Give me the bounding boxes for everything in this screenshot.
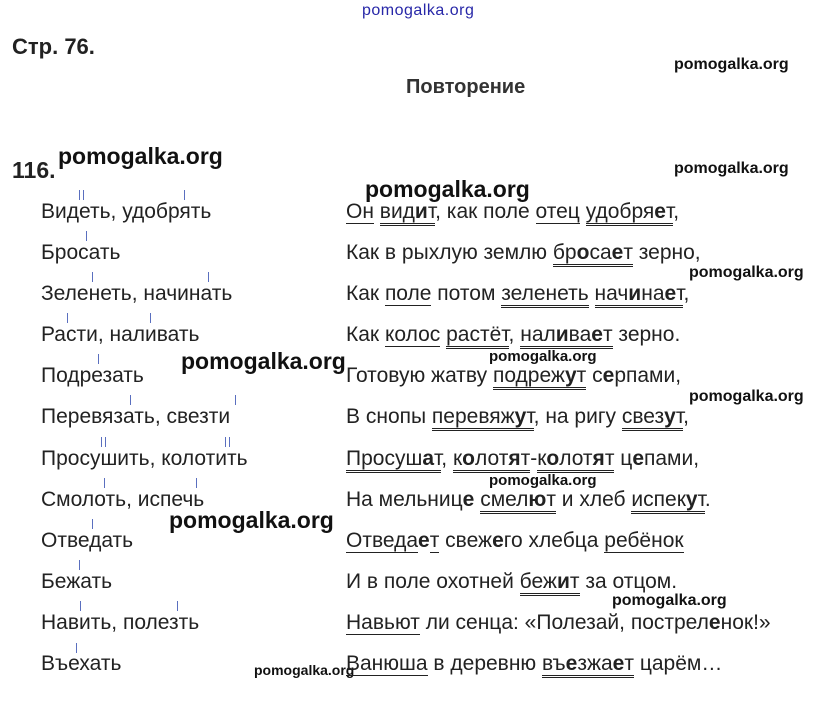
watermark: pomogalka.org (612, 592, 727, 609)
watermark: pomogalka.org (365, 176, 530, 202)
poem-segment: я (593, 447, 605, 473)
poem-line (346, 241, 701, 265)
poem-segment: Готовую жатву (346, 364, 493, 387)
poem-line (346, 323, 680, 347)
poem-line (346, 405, 689, 429)
poem-segment: т (521, 447, 531, 473)
stress-mark (208, 272, 214, 282)
stress-mark (101, 437, 106, 447)
poem-segment: т (526, 405, 533, 431)
verb-item: Навить, полезть (41, 611, 200, 634)
poem-segment: беж (520, 570, 557, 596)
poem-segment: лот (475, 447, 508, 473)
poem-segment: е (418, 529, 430, 552)
poem-segment: т (577, 364, 587, 390)
verb-item: Расти, наливать (41, 323, 200, 346)
exercise-number: 116. (12, 157, 56, 183)
poem-segment: са (589, 241, 611, 267)
poem-segment: Он (346, 200, 374, 223)
poem-segment: вид (380, 200, 415, 226)
poem-segment: в деревню (427, 652, 543, 675)
stress-mark (80, 601, 86, 611)
poem-segment: , как поле (435, 200, 536, 223)
poem-segment: поле (384, 282, 432, 305)
poem-segment: и (557, 570, 570, 596)
poem-segment: В снопы (346, 405, 432, 428)
poem-segment: колос (384, 323, 441, 346)
poem-segment: . (704, 488, 711, 511)
poem-segment: ли сенца: «Полезай, пострел (419, 611, 709, 634)
stress-mark (79, 190, 84, 200)
poem-segment: Как (346, 323, 385, 346)
page-title: Стр. 76. (12, 34, 95, 59)
poem-segment: за отцом. (579, 570, 678, 593)
poem-segment: ц (614, 447, 633, 470)
poem-segment: т (605, 447, 615, 473)
verb-item: Въехать (41, 652, 122, 675)
poem-segment: т (676, 282, 683, 308)
verb-item: Бежать (41, 570, 113, 593)
poem-segment: у (565, 364, 577, 390)
poem-segment: , (683, 282, 690, 305)
poem-segment: царём… (633, 652, 723, 675)
poem-segment: е (462, 488, 475, 511)
poem-segment: Просуш (346, 447, 422, 473)
poem-segment: лот (559, 447, 592, 473)
watermark: pomogalka.org (169, 507, 334, 533)
watermark: pomogalka.org (362, 2, 475, 19)
poem-line (346, 652, 722, 676)
poem-segment: т (624, 652, 634, 678)
verb-item: Смолоть, испечь (41, 488, 205, 511)
poem-segment: нач (595, 282, 629, 308)
poem-segment: т (546, 488, 556, 514)
watermark: pomogalka.org (489, 472, 597, 489)
poem-segment: - (530, 447, 538, 470)
poem-segment: ребёнок (604, 529, 684, 552)
poem-segment: с (586, 364, 603, 387)
poem-segment: е (632, 447, 644, 470)
poem-segment (580, 200, 586, 223)
watermark: pomogalka.org (689, 264, 804, 281)
poem-segment: свез (622, 405, 664, 431)
poem-segment: И в поле охотней (346, 570, 520, 593)
stress-mark (92, 519, 98, 529)
poem-segment: бр (553, 241, 577, 267)
poem-segment: о (577, 241, 590, 267)
poem-segment: и (415, 200, 428, 226)
poem-segment: т (666, 200, 673, 226)
poem-segment: е (613, 652, 625, 678)
poem-segment: т (570, 570, 580, 596)
poem-segment: т (698, 488, 705, 514)
verb-item: Подрезать (41, 364, 144, 387)
stress-mark (130, 395, 136, 405)
stress-mark (225, 437, 230, 447)
poem-line (346, 447, 699, 471)
poem-segment: о (462, 447, 475, 473)
verb-item: Отведать (41, 529, 134, 552)
poem-segment: потом (431, 282, 502, 305)
poem-segment: удобря (586, 200, 655, 226)
poem-segment: На мельниц (346, 488, 463, 511)
stress-mark (235, 395, 241, 405)
poem-segment: т (603, 323, 613, 349)
watermark: pomogalka.org (58, 143, 223, 169)
poem-segment: е (654, 200, 666, 226)
poem-segment: у (515, 405, 527, 431)
poem-segment: нок!» (720, 611, 771, 634)
stress-mark (177, 601, 183, 611)
poem-segment: е (602, 364, 615, 387)
verb-item: Просушить, колотить (41, 447, 248, 470)
poem-segment: нал (520, 323, 556, 349)
stress-mark (86, 231, 92, 241)
poem-segment: т (428, 200, 435, 226)
watermark: pomogalka.org (489, 348, 597, 365)
poem-segment: т (676, 405, 683, 431)
poem-line (346, 364, 681, 388)
poem-segment: зжа (577, 652, 612, 678)
poem-segment: Отведа (346, 529, 419, 552)
section-title: Повторение (406, 76, 526, 98)
verb-item: Перевязать, свезти (41, 405, 231, 428)
watermark: pomogalka.org (689, 388, 804, 405)
poem-segment: смел (480, 488, 528, 514)
poem-segment: Навьют (346, 611, 420, 634)
poem-segment: и (628, 282, 641, 308)
poem-segment (374, 200, 380, 223)
poem-segment: зерно, (632, 241, 701, 264)
poem-segment: въ (542, 652, 566, 678)
poem-segment: е (665, 282, 677, 308)
poem-segment: е (566, 652, 578, 678)
watermark: pomogalka.org (254, 662, 355, 678)
poem-segment: рпами, (614, 364, 682, 387)
poem-segment: , (683, 405, 689, 428)
poem-line (346, 529, 684, 553)
poem-segment: зерно. (612, 323, 681, 346)
stress-mark (104, 478, 110, 488)
poem-segment: пами, (644, 447, 700, 470)
poem-segment: перевяж (432, 405, 515, 431)
poem-segment: Ванюша (346, 652, 428, 675)
poem-segment: и (556, 323, 569, 349)
poem-segment: , на ригу (533, 405, 622, 428)
poem-segment (589, 282, 595, 305)
poem-segment: а (422, 447, 434, 473)
poem-segment: е (591, 323, 603, 349)
poem-line (346, 488, 711, 512)
poem-segment: е (492, 529, 504, 552)
poem-segment: о (546, 447, 559, 473)
stress-mark (184, 190, 190, 200)
poem-segment: ва (569, 323, 592, 349)
poem-segment: испек (631, 488, 685, 514)
poem-segment: , (673, 200, 680, 223)
poem-segment: у (664, 405, 676, 431)
poem-segment: я (508, 447, 520, 473)
stress-mark (67, 313, 73, 323)
poem-segment: го хлебца (503, 529, 605, 552)
poem-segment: Как в рыхлую землю (346, 241, 553, 264)
watermark: pomogalka.org (674, 56, 789, 73)
poem-segment: е (708, 611, 721, 634)
stress-mark (92, 272, 98, 282)
verb-item: Видеть, удобрять (41, 200, 212, 223)
poem-segment: т (434, 447, 441, 473)
poem-segment: Как (346, 282, 385, 305)
poem-segment: свеж (439, 529, 493, 552)
poem-segment: , (441, 447, 453, 470)
poem-segment: т (429, 529, 440, 552)
poem-segment: зеленеть (501, 282, 588, 308)
poem-segment: растёт (446, 323, 508, 349)
poem-segment: , (508, 323, 521, 346)
poem-segment: подреж (493, 364, 565, 390)
verb-item: Зеленеть, начинать (41, 282, 233, 305)
poem-segment: ю (528, 488, 546, 514)
watermark: pomogalka.org (181, 348, 346, 374)
poem-segment: т (623, 241, 633, 267)
poem-segment: на (641, 282, 664, 308)
stress-mark (150, 313, 156, 323)
poem-line (346, 611, 771, 635)
poem-segment: и хлеб (555, 488, 632, 511)
watermark: pomogalka.org (674, 160, 789, 177)
poem-segment: к (537, 447, 546, 473)
stress-mark (98, 354, 104, 364)
stress-mark (196, 478, 202, 488)
verb-item: Бросать (41, 241, 121, 264)
poem-line (346, 570, 677, 594)
poem-line (346, 282, 689, 306)
poem-segment: к (453, 447, 462, 473)
poem-line (346, 200, 679, 224)
stress-mark (79, 560, 85, 570)
poem-segment: у (686, 488, 698, 514)
poem-segment: отец (535, 200, 580, 223)
poem-segment: е (612, 241, 624, 267)
